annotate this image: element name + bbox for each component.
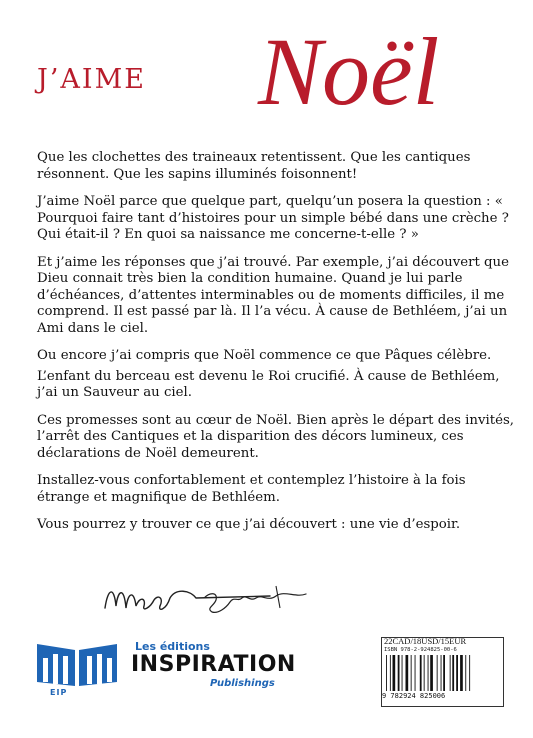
paragraph-5: L’enfant du berceau est devenu le Roi crucifié. À cause de Bethléem, j’ai un Sauveur au ciel. bbox=[37, 368, 500, 400]
paragraph-1: Que les clochettes des traineaux retentissent. Que les cantiques résonnent. Que les sapins illuminés foisonnent! bbox=[37, 150, 471, 182]
barcode-bar bbox=[441, 655, 442, 691]
barcode-bar bbox=[406, 655, 409, 691]
title-script: Noël bbox=[258, 18, 440, 125]
barcode-bar bbox=[430, 655, 433, 691]
eip-logo-text: EIP bbox=[50, 688, 68, 697]
paragraph-6: Ces promesses sont au cœur de Noël. Bien après le départ des invités, l’arrêt des Cantiques et la disparition des décors lumineux, ces déclarations de Noël demeurent. bbox=[37, 412, 515, 461]
barcode-bar bbox=[398, 655, 400, 691]
paragraph-3: Et j’aime les réponses que j’ai trouvé. Par exemple, j’ai découvert que Dieu connait très bien la condition humaine. Quand je lui parle d’échéances, d’attentes interminables ou de moments difficiles, il me comprend. Il est passé par là. Il l’a vécu. À cause de Bethléem, j’ai un Ami dans le ciel. bbox=[37, 254, 509, 336]
paragraph-8: Vous pourrez y trouver ce que j’ai découvert : une vie d’espoir. bbox=[37, 517, 461, 532]
back-cover-text bbox=[37, 150, 519, 545]
publisher-sub: Publishings bbox=[210, 678, 275, 689]
barcode-bar bbox=[390, 655, 391, 691]
title-prefix: J’AIME bbox=[37, 64, 146, 95]
publisher-small: Les éditions bbox=[135, 640, 210, 653]
barcode-bar bbox=[428, 655, 429, 691]
barcode-bar bbox=[437, 655, 438, 691]
barcode-bar bbox=[411, 655, 412, 691]
barcode-bar bbox=[420, 655, 422, 691]
barcode-bar bbox=[415, 655, 416, 691]
price-label: 22CAD/18USD/15EUR bbox=[384, 636, 467, 646]
barcode-bar bbox=[393, 655, 396, 691]
barcode-bar bbox=[456, 655, 458, 691]
barcode-icon bbox=[386, 655, 499, 691]
paragraph-2: J’aime Noël parce que quelque part, quelqu’un posera la question : « Pourquoi faire tant d’histoires pour un simple bébé dans une crèche ? Qui était-il ? En quoi sa naissance me concerne-t-elle ? » bbox=[37, 194, 509, 242]
barcode-bar bbox=[465, 655, 466, 691]
barcode-bar bbox=[402, 655, 403, 691]
barcode-bar bbox=[452, 655, 454, 691]
barcode-bar bbox=[450, 655, 451, 691]
barcode-bar bbox=[443, 655, 445, 691]
paragraph-7: Installez-vous confortablement et contemplez l’histoire à la fois étrange et magnifique de Bethléem. bbox=[37, 473, 466, 505]
barcode-bar bbox=[386, 655, 387, 691]
isbn-label: ISBN 978-2-924825-00-6 bbox=[384, 647, 457, 653]
publisher-name: INSPIRATION bbox=[131, 652, 296, 677]
barcode-bar bbox=[424, 655, 425, 691]
barcode-bar bbox=[460, 655, 463, 691]
author-signature bbox=[100, 568, 350, 628]
paragraph-4: Ou encore j’ai compris que Noël commence ce que Pâques célèbre. bbox=[37, 348, 492, 363]
barcode-bar bbox=[469, 655, 470, 691]
barcode-digits: 9 782924 825006 bbox=[382, 692, 446, 700]
